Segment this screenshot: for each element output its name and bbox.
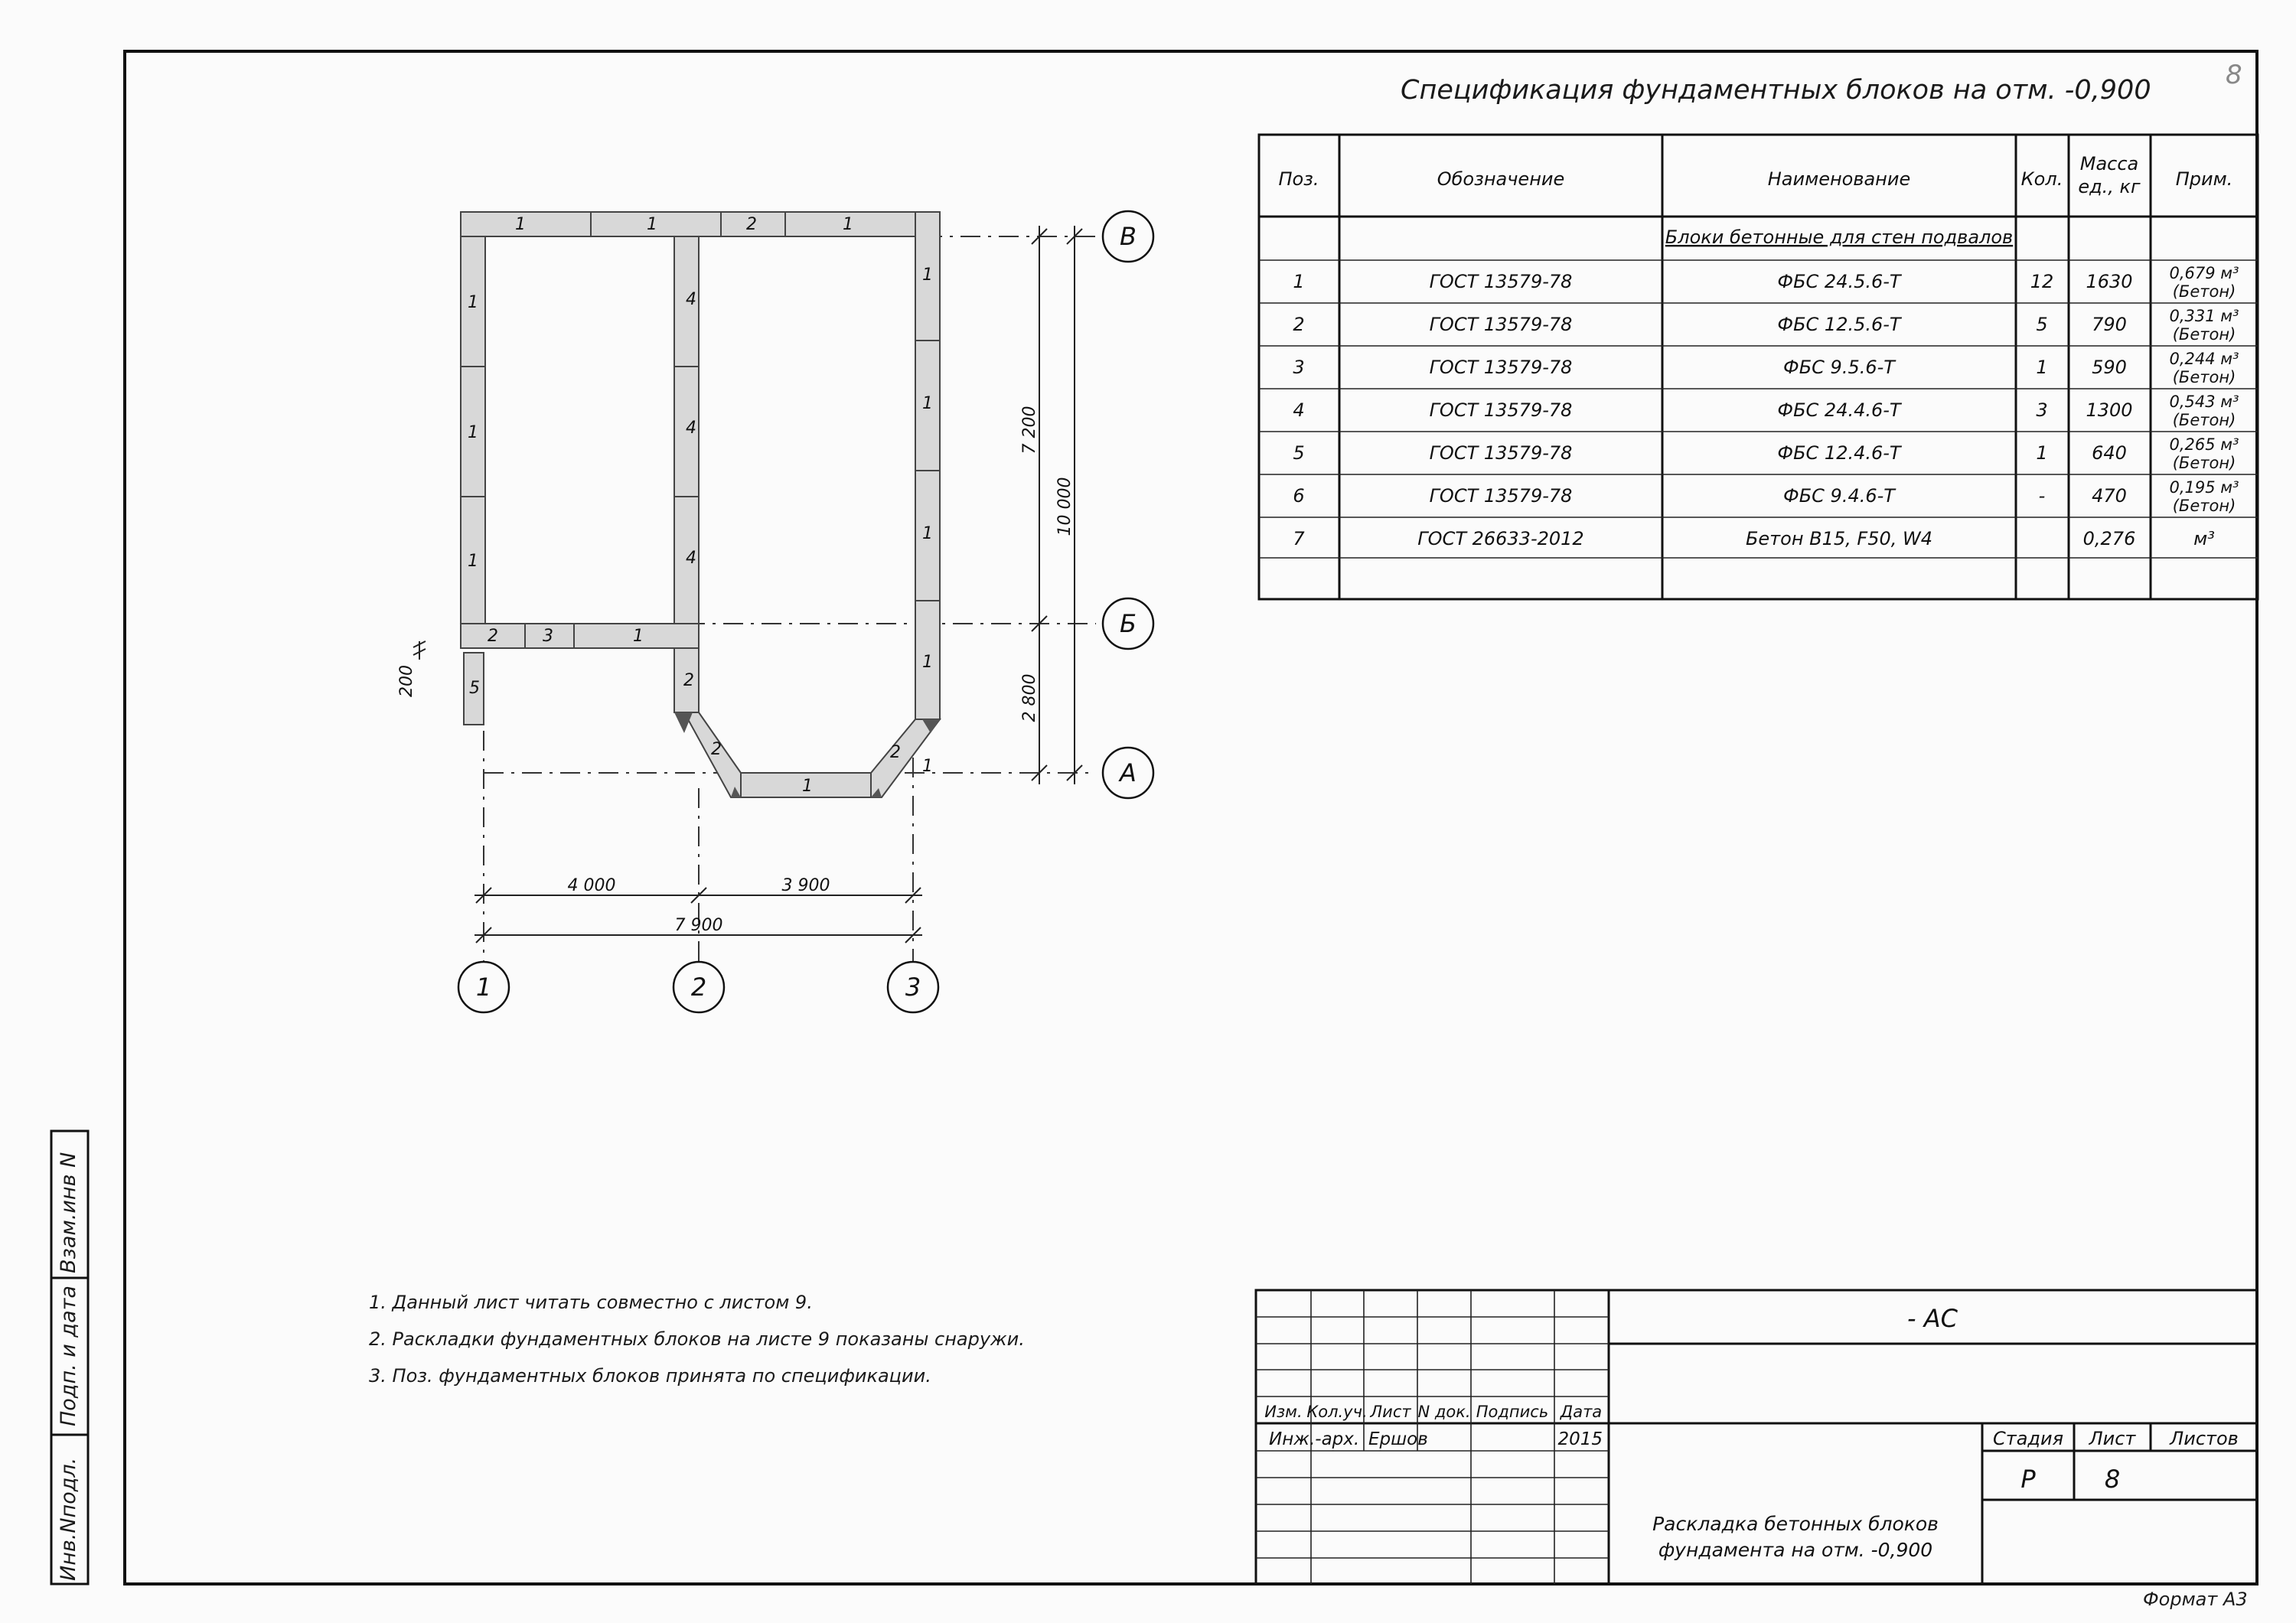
tb-sheet-value: 8 — [2104, 1465, 2121, 1494]
tb-stage-label: Стадия — [1992, 1428, 2064, 1449]
spec-cell-note: м³ — [2193, 528, 2215, 549]
spec-cell-name: ФБС 24.4.6-Т — [1777, 399, 1901, 421]
spec-cell-note: 0,543 м³ — [2169, 393, 2239, 411]
tb-role: Инж.-арх. — [1269, 1429, 1360, 1449]
block-mark: 2 — [683, 671, 694, 690]
block-mark: 2 — [711, 740, 722, 759]
block-mark: 1 — [922, 266, 933, 285]
spec-cell-mass: 0,276 — [2082, 528, 2136, 549]
spec-cell-name: ФБС 24.5.6-Т — [1777, 271, 1901, 292]
spec-cell-pos: 3 — [1293, 357, 1305, 378]
spec-group-title: Блоки бетонные для стен подвалов — [1665, 227, 2014, 248]
format-label: Формат А3 — [2143, 1589, 2248, 1610]
tb-col-podpis: Подпись — [1476, 1403, 1549, 1421]
block-mark: 4 — [686, 549, 696, 568]
block-mark: 1 — [922, 653, 933, 672]
spec-cell-designation: ГОСТ 13579-78 — [1429, 399, 1573, 421]
block-mark: 5 — [469, 679, 480, 698]
block-mark: 1 — [922, 524, 933, 543]
spec-cell-name: ФБС 9.5.6-Т — [1783, 357, 1895, 378]
axis-label-a: А — [1120, 758, 1137, 787]
spec-cell-designation: ГОСТ 13579-78 — [1429, 357, 1573, 378]
dim-3900: 3 900 — [781, 876, 830, 895]
spec-cell-pos: 7 — [1293, 528, 1305, 549]
title-block — [1256, 1290, 2257, 1584]
spec-cell-note-material: (Бетон) — [2172, 282, 2236, 301]
block-mark: 4 — [686, 290, 696, 309]
spec-cell-note: 0,195 м³ — [2169, 478, 2239, 497]
tb-col-izm: Изм. — [1264, 1403, 1303, 1421]
spec-cell-pos: 4 — [1293, 399, 1305, 421]
spec-cell-qty: 5 — [2036, 314, 2048, 335]
floor-plan — [397, 211, 1153, 1012]
spec-cell-qty: 1 — [2036, 357, 2048, 378]
spec-cell-pos: 1 — [1293, 271, 1305, 292]
spec-cell-note-material: (Бетон) — [2172, 497, 2236, 515]
note-2: 2. Раскладки фундаментных блоков на листе 9 показаны снаружи. — [369, 1328, 1025, 1350]
dim-200: 200 — [397, 665, 416, 697]
spec-cell-designation: ГОСТ 13579-78 — [1429, 442, 1573, 464]
spec-cell-mass: 640 — [2092, 442, 2127, 464]
tb-col-data: Дата — [1560, 1403, 1603, 1421]
block-mark: 1 — [468, 423, 478, 442]
block-mark: 3 — [543, 627, 553, 646]
dim-7900: 7 900 — [674, 916, 723, 935]
spec-cell-note-material: (Бетон) — [2172, 411, 2236, 429]
axis-label-2: 2 — [690, 973, 707, 1002]
sheet-frame — [125, 51, 2257, 1584]
spec-cell-note-material: (Бетон) — [2172, 368, 2236, 386]
spec-header-pos: Поз. — [1278, 168, 1319, 190]
spec-cell-note: 0,331 м³ — [2169, 307, 2239, 325]
tb-col-koluch: Кол.уч. — [1306, 1403, 1368, 1421]
spec-cell-mass: 1300 — [2086, 399, 2133, 421]
dim-10000: 10 000 — [1055, 477, 1075, 536]
block-mark: 2 — [890, 743, 901, 762]
tb-stage-value: Р — [2020, 1465, 2036, 1494]
spec-cell-note: 0,679 м³ — [2169, 264, 2239, 282]
sheet-number-mark: 8 — [2226, 60, 2242, 90]
block-mark: 1 — [633, 627, 644, 646]
spec-cell-designation: ГОСТ 13579-78 — [1429, 485, 1573, 507]
spec-cell-designation: ГОСТ 13579-78 — [1429, 314, 1573, 335]
side-stamp-vzam: Взам.инв N — [57, 1152, 80, 1273]
spec-cell-pos: 6 — [1293, 485, 1305, 507]
note-3: 3. Поз. фундаментных блоков принята по спецификации. — [369, 1365, 931, 1387]
spec-cell-mass: 590 — [2092, 357, 2127, 378]
spec-cell-note-material: (Бетон) — [2172, 325, 2236, 344]
block-mark: 2 — [488, 627, 498, 646]
block-mark: 1 — [468, 552, 478, 571]
tb-title-1: Раскладка бетонных блоков — [1652, 1513, 1939, 1535]
block-mark: 1 — [468, 293, 478, 312]
spec-title: Спецификация фундаментных блоков на отм. -0,900 — [1401, 75, 2151, 106]
tb-sheet-label: Лист — [2089, 1428, 2136, 1449]
tb-person: Ершов — [1368, 1429, 1428, 1449]
spec-header-mass-1: Масса — [2079, 153, 2139, 174]
spec-cell-mass: 470 — [2092, 485, 2127, 507]
spec-cell-mass: 790 — [2092, 314, 2127, 335]
spec-cell-name: ФБС 12.5.6-Т — [1777, 314, 1901, 335]
spec-cell-pos: 2 — [1293, 314, 1305, 335]
block-mark: 1 — [843, 215, 853, 234]
axis-label-1: 1 — [475, 973, 492, 1002]
dim-4000: 4 000 — [567, 876, 616, 895]
spec-cell-qty: - — [2038, 485, 2046, 507]
tb-col-ndok: N док. — [1417, 1403, 1471, 1421]
block-mark: 1 — [802, 777, 813, 796]
spec-header-designation: Обозначение — [1437, 168, 1565, 190]
block-mark: 2 — [746, 215, 757, 234]
axis-label-v: В — [1120, 222, 1137, 251]
spec-cell-note: 0,265 м³ — [2169, 435, 2239, 454]
spec-cell-pos: 5 — [1293, 442, 1305, 464]
spec-cell-qty: 12 — [2030, 271, 2054, 292]
spec-cell-name: Бетон В15, F50, W4 — [1745, 528, 1933, 549]
spec-header-qty: Кол. — [2020, 168, 2063, 190]
side-stamp-inv: Инв.Nподл. — [57, 1457, 80, 1581]
axis-label-3: 3 — [905, 973, 921, 1002]
spec-cell-name: ФБС 12.4.6-Т — [1777, 442, 1901, 464]
spec-cell-designation: ГОСТ 26633-2012 — [1417, 528, 1584, 549]
spec-cell-name: ФБС 9.4.6-Т — [1783, 485, 1895, 507]
spec-cell-note-material: (Бетон) — [2172, 454, 2236, 472]
block-mark: 1 — [647, 215, 657, 234]
side-stamp-podp: Подп. и дата — [57, 1286, 80, 1426]
block-mark: 1 — [922, 757, 933, 776]
spec-header-mass-2: ед., кг — [2078, 176, 2141, 197]
block-mark: 4 — [686, 419, 696, 438]
spec-header-name: Наименование — [1767, 168, 1911, 190]
project-code: - АС — [1907, 1304, 1958, 1333]
axis-label-b: Б — [1120, 609, 1137, 638]
spec-cell-designation: ГОСТ 13579-78 — [1429, 271, 1573, 292]
spec-cell-qty: 3 — [2036, 399, 2048, 421]
block-mark: 1 — [515, 215, 526, 234]
block-mark: 1 — [922, 394, 933, 413]
spec-header-note: Прим. — [2175, 168, 2233, 190]
tb-title-2: фундамента на отм. -0,900 — [1658, 1539, 1933, 1561]
tb-col-list: Лист — [1370, 1403, 1411, 1421]
spec-table — [1259, 135, 2258, 599]
spec-cell-mass: 1630 — [2086, 271, 2133, 292]
dim-7200: 7 200 — [1020, 406, 1039, 455]
tb-year: 2015 — [1557, 1429, 1603, 1449]
spec-cell-qty: 1 — [2036, 442, 2048, 464]
spec-cell-note: 0,244 м³ — [2169, 350, 2239, 368]
note-1: 1. Данный лист читать совместно с листом 9. — [369, 1292, 813, 1313]
tb-sheets-label: Листов — [2170, 1428, 2239, 1449]
dim-2800: 2 800 — [1020, 673, 1039, 722]
